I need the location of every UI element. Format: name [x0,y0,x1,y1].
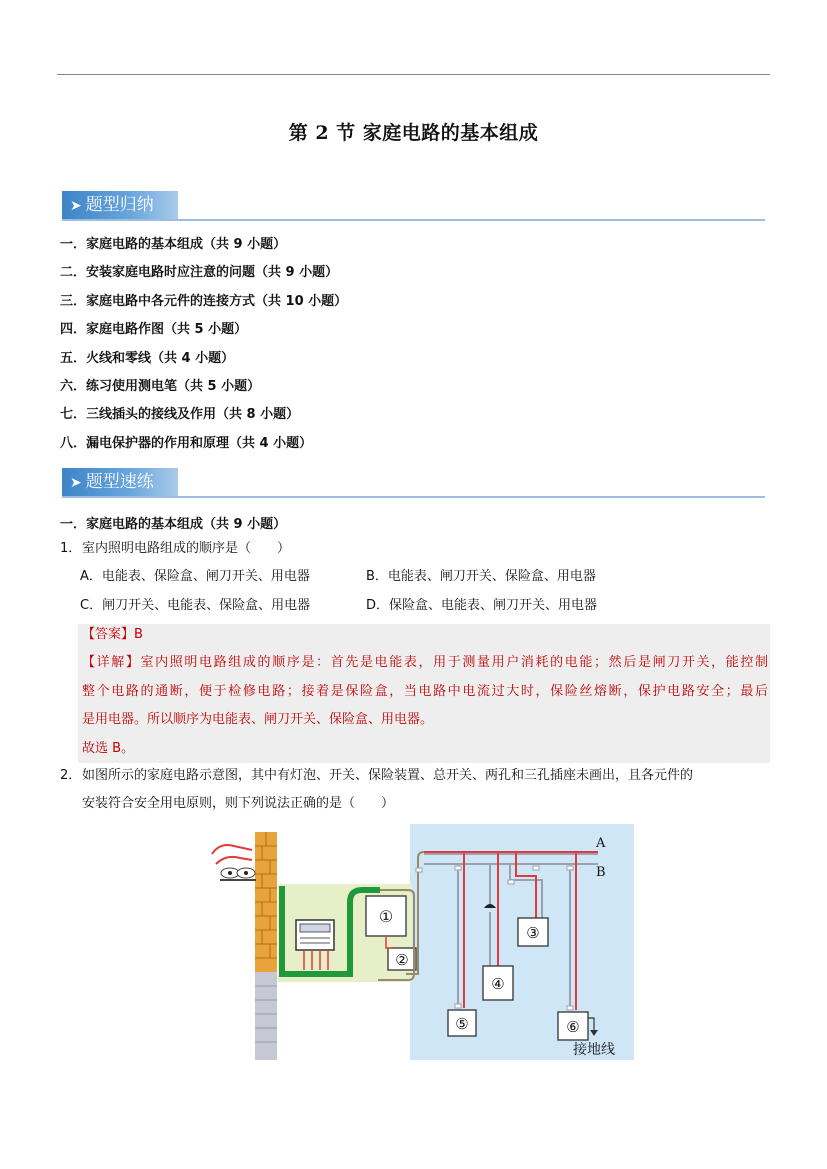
banner-tab [62,468,178,496]
label-a: A [596,836,606,851]
question-1 [60,540,290,558]
question-stem: 如图所示的家庭电路示意图，其中有灯泡、开关、保险装置、总开关、两孔和三孔插座未画出，且各元件的 [82,768,694,783]
component-2-label: ② [395,951,409,969]
question-stem-cont: 安装符合安全用电原则，则下列说法正确的是（ ） [82,796,395,811]
brick-wall [255,832,277,1060]
explanation-line: 整个电路的通断，便于检修电路；接着是保险盒，当电路中电流过大时，保险丝熔断，保护电路安全；最后 [82,684,768,699]
component-6-label: ⑥ [566,1018,580,1036]
answer-conclusion: 故选 B。 [82,741,135,756]
explanation-line: 是用电器。所以顺序为电能表、闸刀开关、保险盒、用电器。 [82,712,434,727]
banner-label: 题型速练 [85,472,154,492]
question-2 [60,767,693,785]
question-number: 1． [60,541,82,556]
option-b: B．电能表、闸刀开关、保险盒、用电器 [366,569,596,584]
component-5-label: ⑤ [455,1015,469,1033]
section-heading: 一．家庭电路的基本组成（共 9 小题） [60,517,287,532]
topic-item: 三．家庭电路中各元件的连接方式（共 10 小题） [60,293,348,309]
answer-label: 【答案】B [82,627,143,642]
topic-item: 六．练习使用测电笔（共 5 小题） [60,378,261,394]
label-b: B [596,865,606,880]
banner-rule [62,219,765,221]
banner-rule [62,496,765,498]
topic-item: 四．家庭电路作图（共 5 小题） [60,322,248,338]
option-c: C．闸刀开关、电能表、保险盒、用电器 [80,598,311,613]
topic-item: 五．火线和零线（共 4 小题） [60,350,235,366]
arrow-icon: ➤ [70,198,82,214]
topic-item: 八．漏电保护器的作用和原理（共 4 小题） [60,435,313,451]
arrow-icon: ➤ [70,475,82,491]
option-a: A．电能表、保险盒、闸刀开关、用电器 [80,569,310,584]
banner-label: 题型归纳 [85,195,154,215]
banner-tab [62,191,178,219]
page-title: 第 2 节 家庭电路的基本组成 [288,122,539,144]
circuit-figure [200,824,636,1062]
topic-item: 一．家庭电路的基本组成（共 9 小题） [60,237,287,252]
topic-item: 二．安装家庭电路时应注意的问题（共 9 小题） [60,265,339,281]
topic-list [60,236,347,463]
ground-label: 接地线 [573,1042,615,1058]
component-4-label: ④ [491,975,505,993]
option-d: D．保险盒、电能表、闸刀开关、用电器 [366,598,598,613]
question-number: 2． [60,768,82,783]
question-stem: 室内照明电路组成的顺序是（ ） [82,541,291,556]
component-1-label: ① [378,907,394,926]
explanation-line: 【详解】室内照明电路组成的顺序是：首先是电能表，用于测量用户消耗的电能；然后是闸刀开关，能控制 [82,655,768,670]
section-banner-practice [62,468,765,498]
component-3-label: ③ [526,924,540,942]
section-banner-summary [62,191,765,221]
header-rule [57,74,770,75]
service-insulator [212,845,256,880]
topic-item: 七．三线插头的接线及作用（共 8 小题） [60,407,300,423]
